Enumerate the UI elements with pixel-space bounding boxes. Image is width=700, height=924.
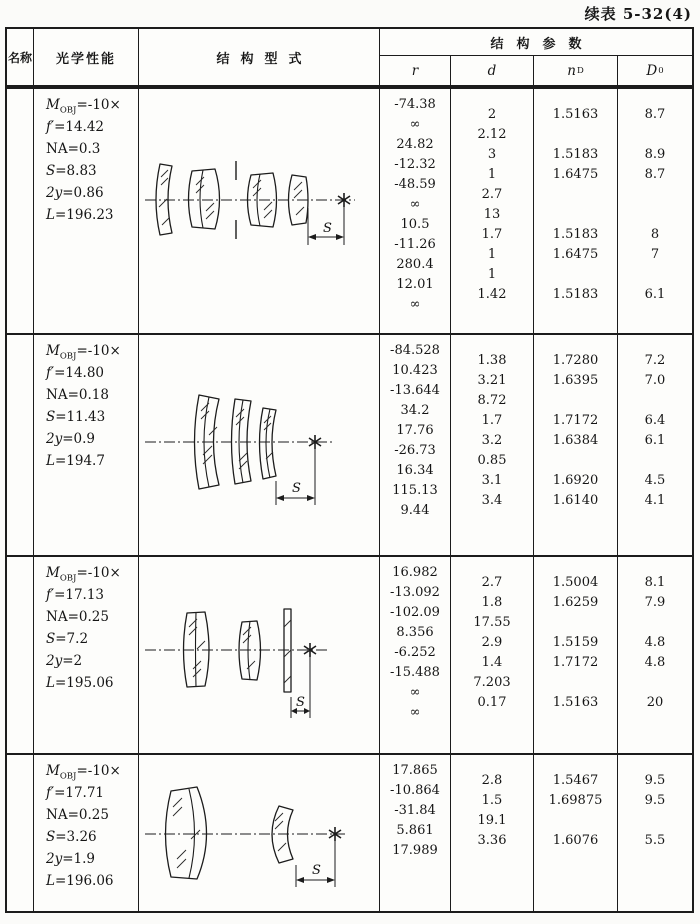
param-value: 17.989 [392, 843, 438, 858]
table-caption: 续表 5-32(4) [584, 5, 692, 23]
param-value: -12.32 [394, 157, 436, 172]
table-header [7, 29, 692, 87]
name-cell [7, 335, 33, 555]
param-value: -6.252 [394, 645, 436, 660]
param-col-d [450, 755, 533, 911]
param-value: ∞ [409, 197, 421, 212]
s-distance-label: S [312, 863, 321, 878]
param-value: 4.1 [644, 493, 666, 508]
spec-line: S=8.83 [46, 163, 97, 179]
param-value: 5.5 [644, 833, 666, 848]
param-value: 1.7280 [552, 353, 599, 368]
param-value: 7.0 [644, 373, 666, 388]
param-col-r [379, 89, 450, 333]
performance-specs [33, 557, 138, 753]
param-value: 280.4 [396, 257, 434, 272]
param-value: 1.6475 [552, 247, 599, 262]
param-value: 9.5 [644, 793, 666, 808]
spec-line: L=195.06 [46, 675, 114, 691]
param-value: -84.528 [390, 343, 440, 358]
param-value: 1.5183 [552, 227, 599, 242]
param-value: 1.7172 [552, 413, 599, 428]
param-value: 1.69875 [548, 793, 603, 808]
param-value: 1.5004 [552, 575, 599, 590]
param-value: 3.2 [481, 433, 503, 448]
spec-line: NA=0.3 [46, 141, 101, 157]
param-col-d0 [617, 89, 692, 333]
param-value: 3.21 [477, 373, 507, 388]
param-value: 12.01 [396, 277, 434, 292]
spec-line: $M_{OBJ}=-10\times$ [46, 565, 121, 584]
param-col-nd [533, 557, 617, 753]
param-value: -31.84 [394, 803, 436, 818]
param-col-d0 [617, 755, 692, 911]
lens-diagram-cell [138, 557, 379, 753]
param-value: 3.1 [481, 473, 503, 488]
param-value: 8.9 [644, 147, 666, 162]
param-value: 1.5163 [552, 107, 599, 122]
param-value: 24.82 [396, 137, 434, 152]
header-col-nd: n D [533, 56, 617, 85]
param-value: 7.9 [644, 595, 666, 610]
param-col-d [450, 335, 533, 555]
lens-data-table [5, 27, 694, 913]
param-value: 7.203 [473, 675, 511, 690]
spec-line: f′=17.13 [46, 587, 105, 603]
param-value: -13.092 [390, 585, 440, 600]
lens-diagram [139, 557, 379, 753]
lens-diagram-cell [138, 89, 379, 333]
param-value: 6.1 [644, 433, 666, 448]
param-value: 1.7 [481, 227, 503, 242]
s-distance-label: S [323, 221, 332, 236]
param-value: 3.4 [481, 493, 503, 508]
name-cell [7, 755, 33, 911]
lens-element [189, 169, 220, 229]
param-value: 8.72 [477, 393, 507, 408]
param-value: 8.7 [644, 167, 666, 182]
param-value: ∞ [409, 705, 421, 720]
param-value: 1.5163 [552, 695, 599, 710]
lens-diagram-cell [138, 335, 379, 555]
param-value: 1.5467 [552, 773, 599, 788]
param-value: 2.8 [481, 773, 503, 788]
param-col-nd [533, 755, 617, 911]
lens-diagram-cell [138, 755, 379, 911]
param-col-d0 [617, 335, 692, 555]
param-value: 4.8 [644, 655, 666, 670]
spec-line: NA=0.25 [46, 609, 109, 625]
param-value: -15.488 [390, 665, 440, 680]
param-value: 1.6384 [552, 433, 599, 448]
param-value: 3 [487, 147, 497, 162]
param-value: 8 [650, 227, 660, 242]
param-value: 1.6920 [552, 473, 599, 488]
spec-line: S=7.2 [46, 631, 89, 647]
header-performance: 光学性能 [33, 29, 138, 85]
param-value: -48.59 [394, 177, 436, 192]
param-value: 1.38 [477, 353, 507, 368]
spec-line: f′=14.42 [46, 119, 105, 135]
header-col-d0: D 0 [617, 56, 692, 85]
param-value: 1.5159 [552, 635, 599, 650]
header-col-r: r [379, 56, 450, 85]
lens-element [166, 787, 207, 879]
param-value: 1.8 [481, 595, 503, 610]
spec-line: f′=17.71 [46, 785, 105, 801]
name-cell [7, 89, 33, 333]
param-col-d [450, 557, 533, 753]
param-value: 9.5 [644, 773, 666, 788]
s-distance-label: S [296, 695, 305, 710]
param-value: -13.644 [390, 383, 440, 398]
param-value: 1.6259 [552, 595, 599, 610]
spec-line: 2y=0.9 [46, 431, 95, 447]
param-value: 6.4 [644, 413, 666, 428]
param-value: 19.1 [477, 813, 507, 828]
spec-line: S=3.26 [46, 829, 97, 845]
spec-line: L=196.23 [46, 207, 114, 223]
param-value: -11.26 [394, 237, 436, 252]
param-value: 17.865 [392, 763, 438, 778]
spec-line: 2y=2 [46, 653, 83, 669]
param-value: 4.8 [644, 635, 666, 650]
param-value: 0.17 [477, 695, 507, 710]
param-col-r [379, 755, 450, 911]
param-value: 16.34 [396, 463, 434, 478]
spec-line: $M_{OBJ}=-10\times$ [46, 343, 121, 362]
param-value: 16.982 [392, 565, 438, 580]
performance-specs [33, 755, 138, 911]
param-value: 1.42 [477, 287, 507, 302]
param-value: -10.864 [390, 783, 440, 798]
param-value: 3.36 [477, 833, 507, 848]
name-cell [7, 557, 33, 753]
param-value: 34.2 [400, 403, 430, 418]
header-structure: 结构型式 [138, 29, 379, 85]
param-value: 13 [483, 207, 501, 222]
lens-diagram [139, 335, 379, 555]
s-distance-label: S [292, 481, 301, 496]
param-value: 10.423 [392, 363, 438, 378]
spec-line: NA=0.25 [46, 807, 109, 823]
header-col-d: d [450, 56, 533, 85]
param-value: 2.7 [481, 187, 503, 202]
spec-line: 2y=0.86 [46, 185, 104, 201]
param-col-nd [533, 89, 617, 333]
param-value: 1 [487, 267, 497, 282]
param-value: 1.6395 [552, 373, 599, 388]
param-value: 7 [650, 247, 660, 262]
param-value: 20 [646, 695, 664, 710]
param-value: 1.7172 [552, 655, 599, 670]
param-value: 1.5183 [552, 147, 599, 162]
param-value: 4.5 [644, 473, 666, 488]
param-value: 1.6140 [552, 493, 599, 508]
param-value: 1.5 [481, 793, 503, 808]
param-value: 2 [487, 107, 497, 122]
lens-diagram [139, 89, 379, 333]
param-value: 8.356 [396, 625, 434, 640]
spec-line: f′=14.80 [46, 365, 105, 381]
param-value: -102.09 [390, 605, 440, 620]
spec-line: $M_{OBJ}=-10\times$ [46, 763, 121, 782]
spec-line: NA=0.18 [46, 387, 109, 403]
param-value: 1 [487, 247, 497, 262]
param-value: ∞ [409, 685, 421, 700]
param-value: 17.76 [396, 423, 434, 438]
table-row [7, 753, 692, 911]
spec-line: L=194.7 [46, 453, 105, 469]
spec-line: L=196.06 [46, 873, 114, 889]
param-value: 0.85 [477, 453, 507, 468]
param-col-r [379, 557, 450, 753]
param-col-d [450, 89, 533, 333]
lens-diagram [139, 755, 379, 911]
param-value: 6.1 [644, 287, 666, 302]
param-col-d0 [617, 557, 692, 753]
param-value: 2.12 [477, 127, 507, 142]
glass-hatching [159, 170, 304, 225]
param-value: 115.13 [392, 483, 438, 498]
performance-specs [33, 89, 138, 333]
param-value: 5.861 [396, 823, 434, 838]
param-value: 1.5183 [552, 287, 599, 302]
param-value: 17.55 [473, 615, 511, 630]
param-value: 7.2 [644, 353, 666, 368]
param-value: 1.7 [481, 413, 503, 428]
param-value: 10.5 [400, 217, 430, 232]
param-value: -74.38 [394, 97, 436, 112]
param-value: 1 [487, 167, 497, 182]
param-value: 9.44 [400, 503, 430, 518]
param-value: ∞ [409, 297, 421, 312]
param-value: 1.6475 [552, 167, 599, 182]
param-value: 8.1 [644, 575, 666, 590]
param-value: 2.7 [481, 575, 503, 590]
spec-line: 2y=1.9 [46, 851, 95, 867]
table-row [7, 87, 692, 333]
header-params: 结构参数 [379, 29, 692, 56]
table-row [7, 333, 692, 555]
param-value: 1.6076 [552, 833, 599, 848]
spec-line: $M_{OBJ}=-10\times$ [46, 97, 121, 116]
param-col-nd [533, 335, 617, 555]
spec-line: S=11.43 [46, 409, 106, 425]
param-value: 2.9 [481, 635, 503, 650]
param-value: ∞ [409, 117, 421, 132]
header-name: 名称 [7, 50, 32, 65]
performance-specs [33, 335, 138, 555]
param-col-r [379, 335, 450, 555]
param-value: -26.73 [394, 443, 436, 458]
table-row [7, 555, 692, 753]
param-value: 1.4 [481, 655, 503, 670]
param-value: 8.7 [644, 107, 666, 122]
